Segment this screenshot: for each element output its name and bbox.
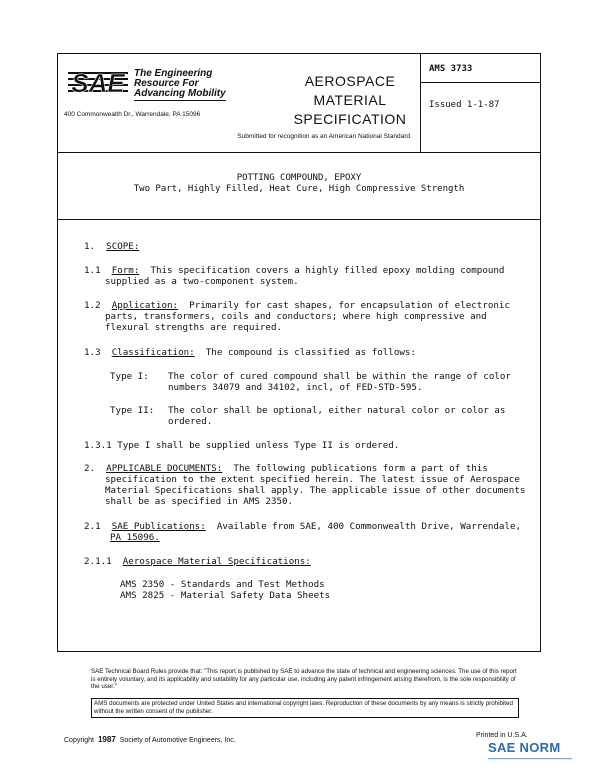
section-2-1-heading: SAE Publications: [111, 521, 206, 532]
section-1-1-line-2: supplied as a two-component system. [105, 276, 299, 287]
section-1-1-number: 1.1 [84, 265, 101, 276]
section-2-number: 2. [84, 463, 96, 474]
header-right [420, 54, 541, 152]
ansi-submission-note [58, 133, 420, 140]
doc-type-line-1: AEROSPACE [304, 73, 396, 89]
section-1-2-number: 1.2 [84, 300, 101, 311]
section-1-1 [84, 265, 504, 276]
tagline-line-3: Advancing Mobility [134, 88, 226, 99]
type-1-line-1: The color of cured compound shall be within the range of color [168, 371, 511, 382]
section-2-line-4: shall be as specified in AMS 2350. [105, 496, 294, 507]
header-left [58, 54, 420, 152]
doc-type-heading [280, 72, 420, 129]
section-2 [84, 463, 488, 474]
section-1-1-heading: Form: [111, 265, 140, 276]
printed-in: Printed in U.S.A. [476, 732, 528, 739]
copyright-protection-notice: AMS documents are protected under United States and international copyright laws. Reproduction of these documents by any means is strictly prohibited without the written consent of the publisher. [91, 698, 519, 718]
type-1-line-2: numbers 34079 and 34102, incl, of FED-STD-595. [168, 382, 423, 393]
section-2-1-1-heading: Aerospace Material Specifications: [122, 556, 311, 567]
section-1-3-heading: Classification: [111, 347, 195, 358]
copyright-year: 1987 [97, 735, 116, 744]
ref-ams-2825: AMS 2825 - Material Safety Data Sheets [120, 590, 331, 601]
sae-address: 400 Commonwealth Dr., Warrendale, PA 15096 [64, 111, 201, 118]
type-2-line-2: ordered. [168, 416, 213, 427]
type-2-line-1: The color shall be optional, either natural color or color as [168, 405, 506, 416]
section-1-3 [84, 347, 416, 358]
title-line-1: POTTING COMPOUND, EPOXY [236, 173, 362, 183]
section-1-2 [84, 300, 510, 311]
section-2-1-1-number: 2.1.1 [84, 556, 112, 567]
tagline-line-2: Resource For [134, 78, 199, 89]
section-1-2-line-1: Primarily for cast shapes, for encapsulation of electronic [189, 300, 510, 311]
copyright-prefix: Copyright [64, 737, 94, 744]
section-1-number: 1. [84, 241, 96, 252]
section-2-line-2: specification to the extent specified herein. The latest issue of Aerospace [105, 474, 520, 485]
section-2-heading: APPLICABLE DOCUMENTS: [106, 463, 223, 474]
section-1-1-line-1: This specification covers a highly filled epoxy molding compound [150, 265, 505, 276]
technical-board-rules: SAE Technical Board Rules provide that: "This report is published by SAE to advance the state of technical and engineering sciences. The use of this report is entirely voluntary, and its applicability and suitability for any particular use, including any patent infringement arising therefrom, is the sole responsibility of the user." [91, 668, 517, 691]
ref-ams-2350: AMS 2350 - Standards and Test Methods [120, 579, 325, 590]
type-1-label: Type I: [110, 371, 149, 382]
section-2-1-1 [84, 556, 311, 567]
type-2-label: Type II: [110, 405, 155, 416]
section-1-heading: SCOPE: [106, 241, 140, 252]
section-2-1-line-1: Available from SAE, 400 Commonwealth Drive, Warrendale, [216, 521, 522, 532]
section-2-1-line-2: PA 15096. [110, 532, 160, 543]
section-1-3-line-1: The compound is classified as follows: [205, 347, 416, 358]
issue-date: Issued 1-1-87 [429, 100, 500, 110]
section-1-3-1: 1.3.1 Type I shall be supplied unless Type II is ordered. [84, 440, 400, 451]
header-box [57, 53, 541, 153]
tagline-line-1: The Engineering [134, 68, 213, 79]
section-1-2-line-2: parts, transformers, coils and conductors; where high compressive and [105, 311, 487, 322]
watermark-underline-icon [488, 757, 572, 761]
svg-text:SAE: SAE [71, 68, 125, 96]
copyright-society: Society of Automotive Engineers, Inc. [119, 737, 236, 744]
section-2-1 [84, 521, 521, 532]
sae-norm-watermark: SAE NORM [488, 740, 561, 755]
section-1-2-heading: Application: [111, 300, 179, 311]
section-2-1-number: 2.1 [84, 521, 101, 532]
section-1-2-line-3: flexural strengths are required. [105, 322, 283, 333]
doc-type-line-2: MATERIAL [313, 92, 387, 108]
title-box [57, 153, 541, 220]
sae-logo [68, 68, 128, 96]
copyright-line [64, 735, 236, 744]
title-line-2: Two Part, Highly Filled, Heat Cure, High Compressive Strength [133, 184, 465, 194]
section-1 [84, 241, 139, 252]
ams-number: AMS 3733 [429, 64, 473, 74]
section-1-3-number: 1.3 [84, 347, 101, 358]
submitted-text: Submitted for recognition as an American National Standard [237, 133, 410, 140]
header-divider [421, 82, 541, 83]
section-2-line-3: Material Specifications shall apply. The applicable issue of other documents [105, 485, 526, 496]
section-2-line-1: The following publications form a part of this [233, 463, 488, 474]
sae-tagline [134, 69, 226, 101]
doc-type-line-3: SPECIFICATION [293, 111, 407, 127]
